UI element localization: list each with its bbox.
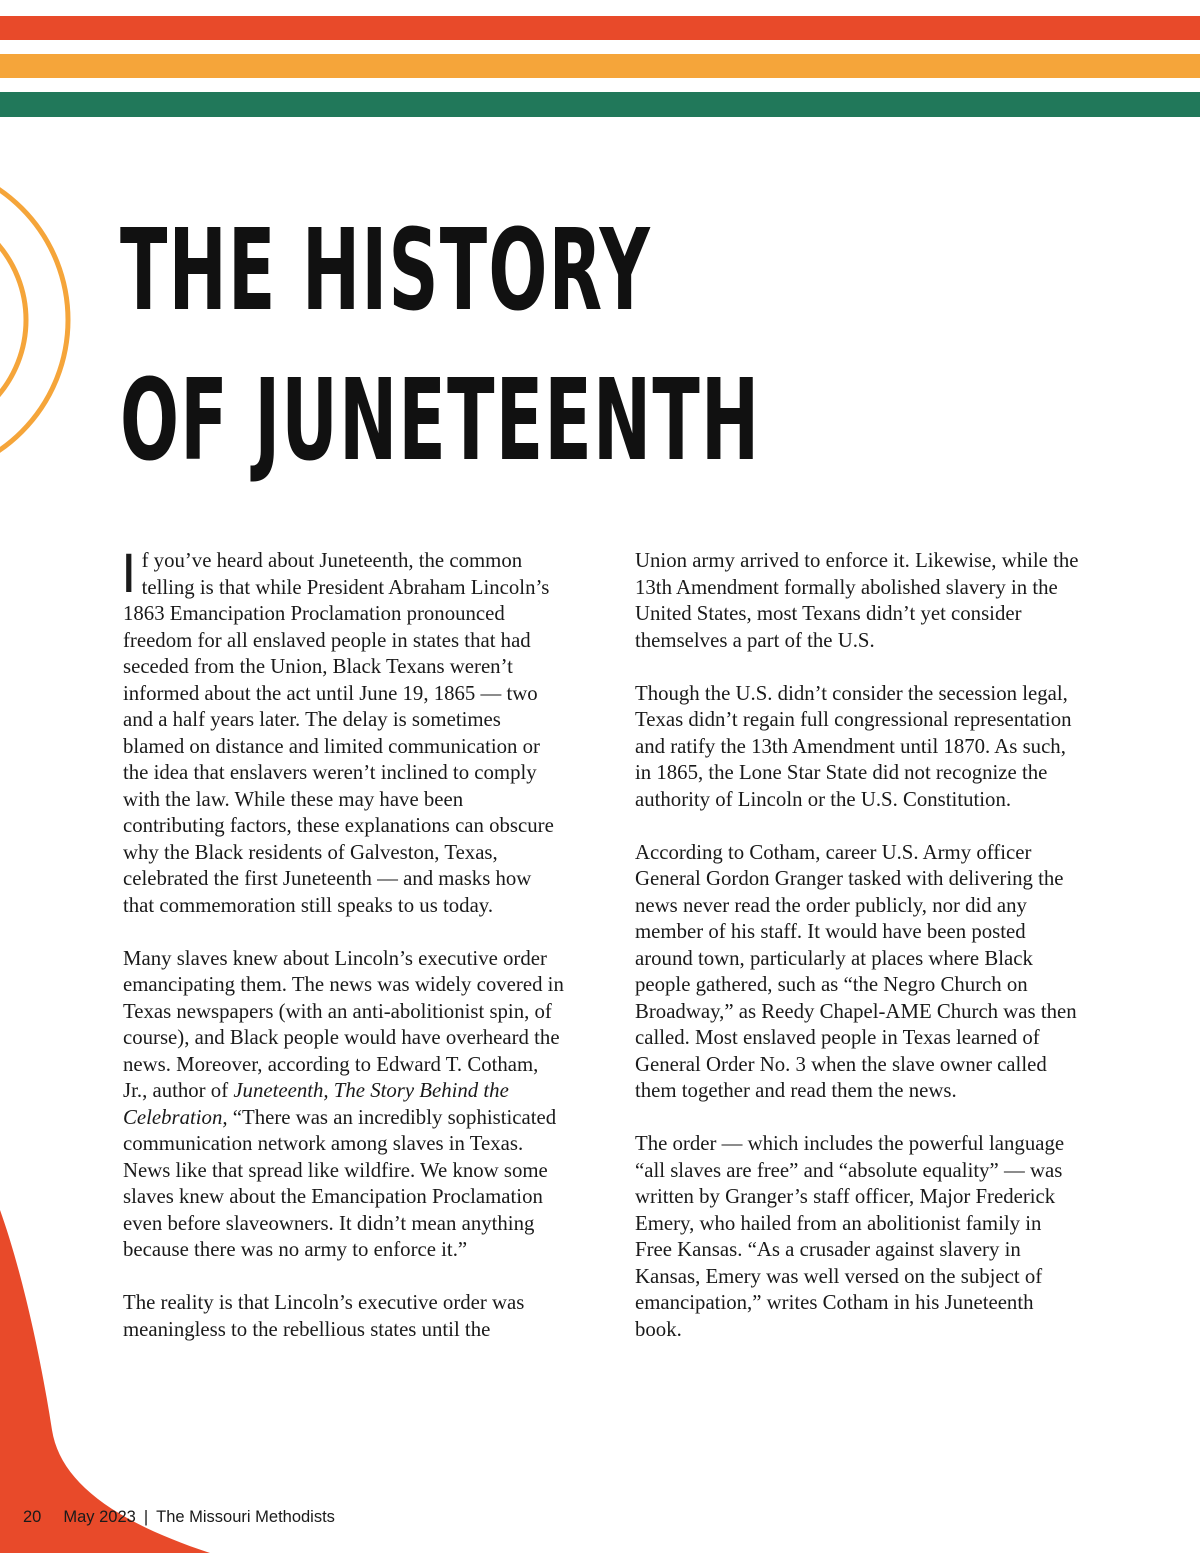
page-number: 20: [23, 1508, 42, 1526]
paragraph-6: According to Cotham, career U.S. Army officer General Gordon Granger tasked with delivering the news never read the order publicly, nor did any member of his staff. It would have been posted around town, particularly at places where Black people gathered, such as “the Negro Church on Broadway,” as Reedy Chapel-AME Church was then called. Most enslaved people in Texas learned of General Order No. 3 when the slave owner called them together and read them the news.: [635, 840, 1077, 1102]
page-footer: [23, 1508, 335, 1527]
paragraph-7: The order — which includes the powerful language “all slaves are free” and “absolute equality” — was written by Granger’s staff officer, Major Frederick Emery, who hailed from an abolitionist family in Free Kansas. “As a crusader against slavery in Kansas, Emery was well versed on the subject of emancipation,” writes Cotham in his Juneteenth book.: [635, 1132, 1065, 1341]
paragraph-5: Though the U.S. didn’t consider the secession legal, Texas didn’t regain full congressional representation and ratify the 13th Amendment until 1870. As such, in 1865, the Lone Star State did not recognize the authority of Lincoln or the U.S. Constitution.: [635, 681, 1072, 811]
book-title: Juneteenth, The Story Behind the Celebration,: [123, 1079, 509, 1129]
issue-date: May 2023: [63, 1508, 136, 1526]
top-stripe-green: [0, 92, 1200, 117]
article-column-left: [121, 541, 567, 1370]
top-stripe-red: [0, 16, 1200, 40]
article-column-right: [635, 548, 1079, 1370]
page-title: [120, 196, 760, 496]
decorative-rings: [0, 180, 80, 470]
paragraph-4: Union army arrived to enforce it. Likewise, while the 13th Amendment formally abolished slavery in the United States, most Texans didn’t yet consider themselves a part of the U.S.: [635, 549, 1079, 652]
paragraph-3: The reality is that Lincoln’s executive order was meaningless to the rebellious states until the: [123, 1291, 525, 1341]
paragraph-2-text-b: “There was an incredibly sophisticated communication network among slaves in Texas. News like that spread like wildfire. We know some slaves knew about the Emancipation Proclamation even before slaveowners. It didn’t mean anything because there was no army to enforce it.”: [123, 1105, 557, 1261]
drop-cap: I: [121, 541, 137, 604]
paragraph-2: [123, 946, 567, 1264]
title-line-1: THE HISTORY: [120, 206, 652, 336]
footer-separator: |: [143, 1508, 149, 1526]
publication-name: The Missouri Methodists: [156, 1508, 335, 1526]
outer-ring: [0, 180, 68, 470]
paragraph-1: [121, 541, 567, 919]
paragraph-1-text: f you’ve heard about Juneteenth, the common telling is that while President Abraham Lincoln’s 1863 Emancipation Proclamation pronounced freedom for all enslaved people in states that had seceded from the Union, Black Texans weren’t informed about the act until June 19, 1865 — two and a half years later. The delay is sometimes blamed on distance and limited communication or the idea that enslavers weren’t inclined to comply with the law. While these may have been contributing factors, these explanations can obscure why the Black residents of Galveston, Texas, celebrated the first Juneteenth — and masks how that commemoration still speaks to us today.: [123, 549, 554, 917]
top-stripe-orange: [0, 54, 1200, 78]
inner-ring: [0, 204, 26, 436]
title-line-2: OF JUNETEENTH: [120, 356, 761, 486]
paragraph-2-text-a: Many slaves knew about Lincoln’s executive order emancipating them. The news was widely covered in Texas newspapers (with an anti-abolitionist spin, of course), and Black people would have overheard the news. Moreover, according to Edward T. Cotham, Jr., author of: [123, 946, 564, 1102]
